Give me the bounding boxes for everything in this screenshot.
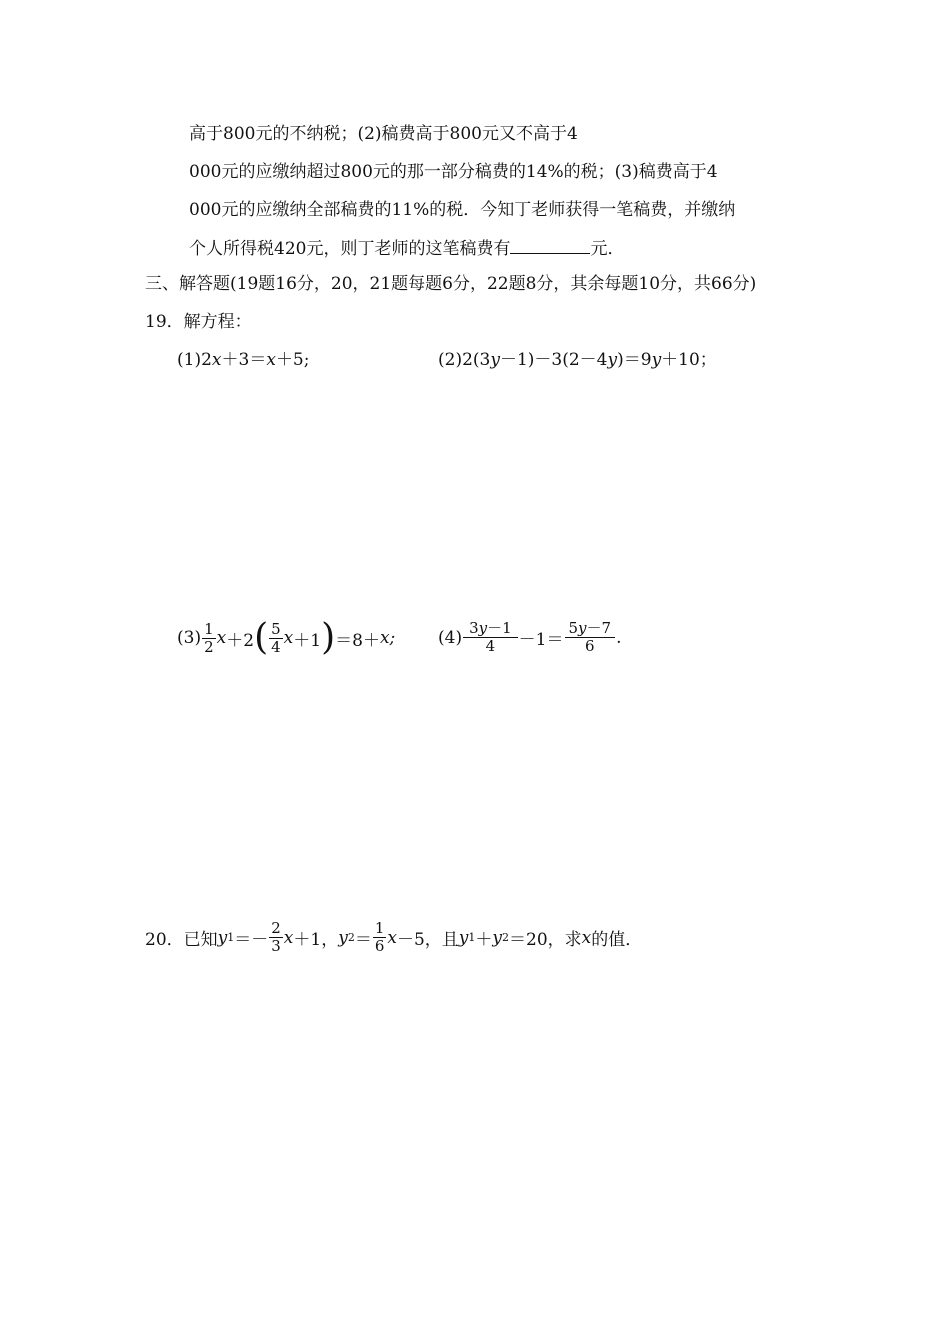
problem18-line4-text: 个人所得税420元，则丁老师的这笔稿费有	[189, 239, 511, 259]
eq4-f2-num	[565, 620, 616, 638]
p20-rest-a: ＋1，	[293, 930, 339, 950]
p20-y2: y	[338, 927, 348, 948]
eq4-end: .	[616, 627, 622, 648]
problem19-eq1	[177, 348, 309, 372]
problem19-eq4	[438, 620, 621, 655]
p20-var-c: x	[581, 927, 592, 948]
eq4-f2-num-b: －7	[586, 619, 612, 637]
eq2-p1: 2(3	[462, 350, 491, 370]
eq3-var2: x	[283, 628, 294, 648]
eq3-left-paren: (	[254, 617, 269, 658]
p20-cond-y1: y	[458, 927, 469, 948]
eq3-fraction-2	[269, 621, 283, 656]
eq2-p2: －1)－3(2－4	[499, 350, 608, 370]
problem20	[145, 920, 642, 955]
eq1-var-a: x	[211, 350, 222, 370]
p20-cond: ＝20，求	[509, 930, 582, 950]
eq3-f2-num: 5	[271, 619, 281, 638]
eq4-f2-num-v: y	[578, 619, 587, 637]
eq3-right-paren: )	[321, 617, 336, 658]
eq3-label: (3)	[177, 628, 202, 648]
eq2-v2: y	[607, 350, 618, 370]
problem18-line3: 000元的应缴纳全部稿费的11%的税．今知丁老师获得一笔稿费，并缴纳	[189, 200, 736, 220]
eq4-f1-num-a: 3	[469, 619, 479, 637]
answer-blank[interactable]	[510, 236, 590, 254]
eq4-fraction-2	[565, 620, 616, 655]
eq2-label: (2)	[438, 350, 463, 370]
p20-fraction-1	[269, 920, 283, 955]
eq3-var1: x	[216, 628, 227, 648]
eq1-part-a: 2	[201, 350, 212, 370]
eq3-f1-num: 1	[204, 619, 214, 638]
p20-eq-a: ＝－	[234, 930, 269, 950]
problem19-title: 19．解方程：	[145, 312, 252, 332]
p20-suffix: 的值．	[591, 930, 643, 950]
p20-y1-sub: 1	[227, 931, 235, 944]
eq1-var-b: x	[266, 350, 276, 370]
eq4-label: (4)	[438, 627, 463, 648]
problem18-line2: 000元的应缴纳超过800元的那一部分稿费的14%的税；(3)稿费高于4	[189, 162, 718, 182]
eq3-fraction-1	[202, 621, 216, 656]
eq3-f1-den: 2	[204, 637, 214, 656]
p20-rest-b: －5，且	[396, 930, 459, 950]
problem19-eq2	[438, 348, 717, 372]
p20-f2-num: 1	[374, 919, 385, 937]
section3-heading: 三、解答题(19题16分，20，21题每题6分，22题8分，其余每题10分，共66分)	[145, 274, 757, 294]
p20-y1: y	[217, 927, 228, 948]
eq2-v3: y	[651, 350, 662, 370]
eq4-mid: －1＝	[518, 630, 564, 650]
eq4-f2-num-a: 5	[568, 619, 579, 637]
eq4-f1-den: 4	[485, 637, 496, 655]
p20-plus: ＋	[475, 930, 493, 950]
eq3-mid: ＋2	[226, 630, 255, 651]
eq3-tail: ＝8＋	[335, 630, 380, 651]
eq2-p4: ＋10；	[661, 350, 717, 370]
eq1-label: (1)	[177, 350, 202, 370]
eq3-inner: ＋1	[293, 630, 322, 651]
eq4-f1-num-v: y	[478, 619, 488, 637]
eq4-f1-num	[463, 620, 518, 638]
p20-fraction-2	[373, 920, 387, 955]
eq4-fraction-1	[463, 620, 518, 655]
problem19-eq3	[177, 617, 396, 658]
p20-y2-sub: 2	[347, 931, 355, 944]
p20-eq-b: ＝	[354, 930, 372, 950]
eq4-f1-num-b: －1	[487, 619, 512, 637]
p20-f1-num: 2	[271, 919, 281, 937]
eq3-f2-den: 4	[271, 637, 281, 656]
p20-cond-y1-sub: 1	[468, 931, 476, 944]
eq3-end: ;	[389, 628, 396, 648]
p20-cond-y2: y	[492, 927, 503, 948]
eq2-v1: y	[490, 350, 500, 370]
eq1-part-c: ＋5;	[275, 350, 310, 370]
p20-prefix: 20．已知	[145, 930, 218, 950]
p20-var-b: x	[387, 927, 397, 948]
eq2-p3: )＝9	[617, 350, 652, 370]
p20-var-a: x	[283, 927, 294, 948]
eq1-part-b: ＋3＝	[221, 350, 267, 370]
eq4-f2-den: 6	[585, 637, 595, 655]
p20-cond-y2-sub: 2	[502, 931, 510, 944]
problem18-line1: 高于800元的不纳税；(2)稿费高于800元又不高于4	[189, 124, 578, 144]
eq3-var3: x	[379, 628, 390, 648]
p20-f2-den: 6	[374, 937, 385, 955]
problem18-line4	[189, 236, 624, 261]
problem18-line4-unit: 元．	[590, 239, 625, 259]
p20-f1-den: 3	[271, 937, 281, 955]
